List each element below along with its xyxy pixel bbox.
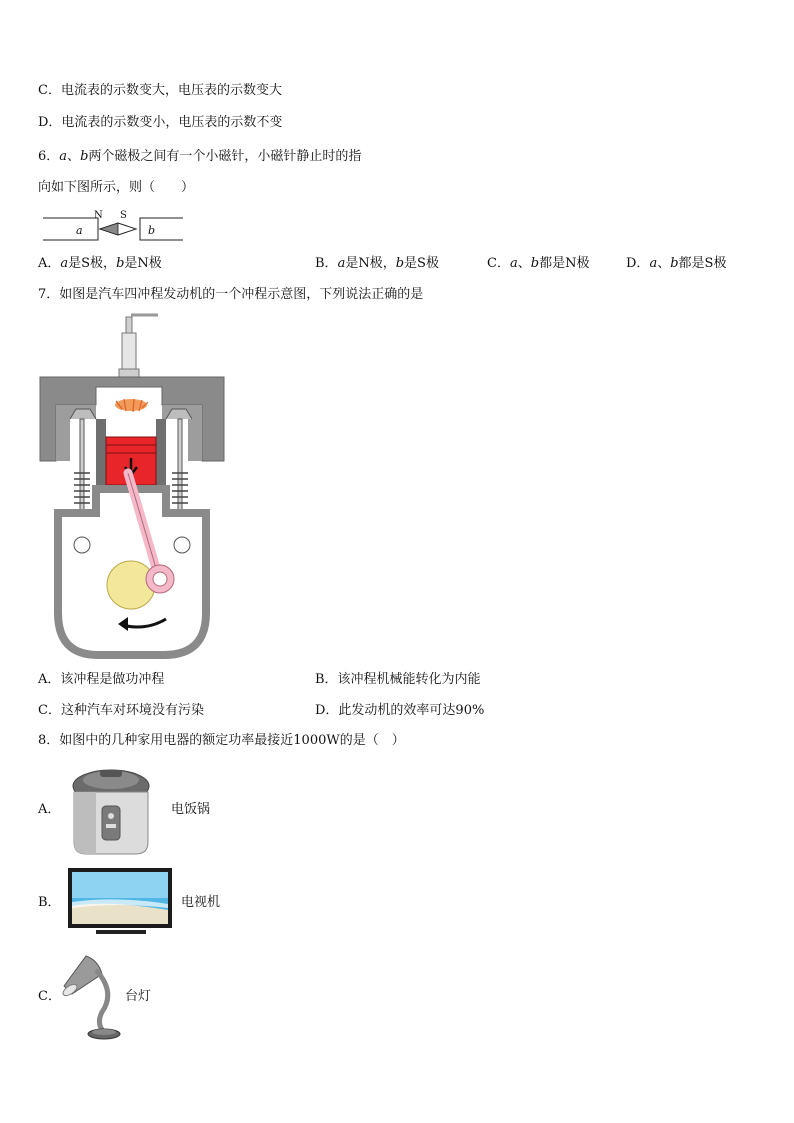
exhaust-cam — [174, 537, 190, 553]
spark-plug-icon — [119, 315, 158, 383]
q6-option-b — [315, 256, 439, 272]
rice-cooker-image — [66, 764, 156, 856]
q6-option-a-var1: a — [60, 256, 69, 271]
magnet-label-b: b — [148, 224, 156, 237]
q6-option-c-prefix: C． — [487, 256, 510, 271]
q7-option-d: D．此发动机的效率可达90% — [315, 703, 485, 718]
q7-option-a: A．该冲程是做功冲程 — [38, 672, 165, 687]
q7-option-b: B．该冲程机械能转化为内能 — [315, 672, 481, 687]
q6-option-a-text1: 是S极， — [68, 256, 117, 271]
q6-stem-line1 — [38, 149, 361, 165]
q6-sep: 、 — [67, 149, 81, 164]
q6-option-d-var1: a — [649, 256, 658, 271]
q6-option-a-text2: 是N极 — [124, 256, 162, 271]
q6-var-a: a — [59, 149, 68, 164]
engine-diagram — [36, 313, 236, 658]
magnet-label-a: a — [76, 224, 83, 237]
q6-option-b-prefix: B． — [315, 256, 338, 271]
q6-option-b-text1: 是N极， — [345, 256, 396, 271]
q6-option-d — [626, 256, 726, 272]
q8-option-b-letter: B． — [38, 895, 61, 910]
magnet-figure — [40, 212, 190, 242]
q6-option-d-text1: 、 — [657, 256, 671, 271]
q6-option-b-text2: 是S极 — [404, 256, 439, 271]
q6-number: 6． — [38, 149, 60, 164]
television-image — [66, 866, 176, 938]
q6-option-c-var2: b — [530, 256, 540, 271]
needle-label-n: N — [94, 210, 103, 221]
q5-option-c: C．电流表的示数变大，电压表的示数变大 — [38, 83, 282, 98]
q6-option-a-var2: b — [116, 256, 125, 271]
q6-var-b: b — [80, 149, 89, 164]
q8-option-b-label: 电视机 — [181, 895, 221, 910]
needle-label-s: S — [120, 210, 127, 221]
q6-option-c-text2: 都是N极 — [539, 256, 590, 271]
q8-stem: 8．如图中的几种家用电器的额定功率最接近1000W的是（ ） — [38, 733, 405, 748]
q6-option-c-text1: 、 — [517, 256, 531, 271]
q6-stem-line2: 向如下图所示，则（ ） — [38, 180, 195, 195]
intake-cam — [74, 537, 90, 553]
q5-option-d: D．电流表的示数变小，电压表的示数不变 — [38, 115, 283, 130]
q6-option-b-var2: b — [395, 256, 405, 271]
q8-option-a-label: 电饭锅 — [171, 802, 211, 817]
q8-option-a-letter: A． — [38, 802, 61, 817]
q6-option-a-prefix: A． — [38, 256, 61, 271]
q6-option-d-text2: 都是S极 — [678, 256, 727, 271]
q6-option-d-prefix: D． — [626, 256, 650, 271]
q7-option-c: C．这种汽车对环境没有污染 — [38, 703, 204, 718]
q8-option-c-label: 台灯 — [125, 989, 152, 1004]
spark-burst — [115, 399, 148, 412]
q6-stem-rest: 两个磁极之间有一个小磁针，小磁针静止时的指 — [88, 149, 362, 164]
q6-option-a — [38, 256, 162, 272]
q6-option-c — [487, 256, 589, 272]
q7-stem: 7．如图是汽车四冲程发动机的一个冲程示意图，下列说法正确的是 — [38, 287, 424, 302]
q8-option-c-letter: C． — [38, 989, 61, 1004]
desk-lamp-image — [60, 952, 122, 1042]
q6-option-b-var1: a — [337, 256, 346, 271]
q6-option-c-var1: a — [509, 256, 518, 271]
q6-option-d-var2: b — [670, 256, 679, 271]
